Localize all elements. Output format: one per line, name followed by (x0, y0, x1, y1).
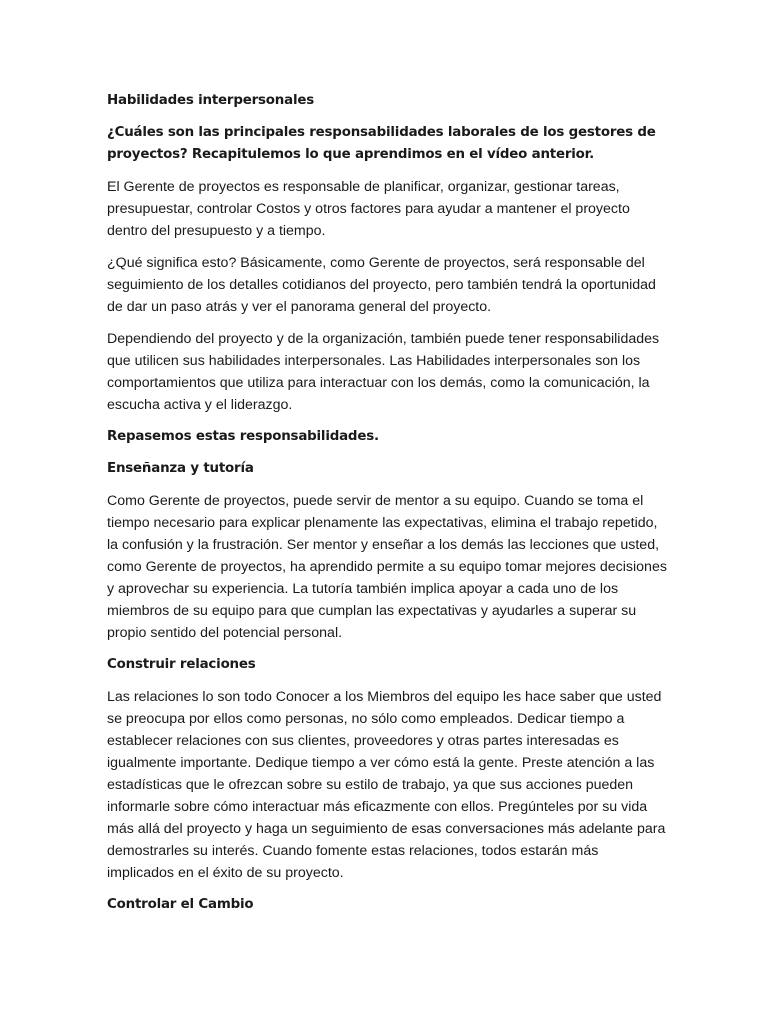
paragraph-1: El Gerente de proyectos es responsable de planificar, organizar, gestionar tareas, presupuestar, controlar Costos y otros factores para ayudar a mantener el proyecto dentro del presupuesto y a tiempo. (107, 179, 630, 239)
section-heading-ensenanza: Enseñanza y tutoría (107, 461, 254, 476)
section-heading-cambio: Controlar el Cambio (107, 897, 254, 912)
paragraph-2: ¿Qué significa esto? Básicamente, como Gerente de proyectos, será responsable del seguimiento de los detalles cotidianos del proyecto, pero también tendrá la oportunidad de dar un paso atrás y ver el panorama general del proyecto. (107, 255, 656, 315)
paragraph-3: Dependiendo del proyecto y de la organización, también puede tener responsabilidades que utilicen sus habilidades interpersonales. Las Habilidades interpersonales son los comportamientos que utiliza para interactuar con los demás, como la comunicación, la escucha activa y el liderazgo. (107, 331, 660, 413)
review-heading: Repasemos estas responsabilidades. (107, 429, 379, 444)
document-title: Habilidades interpersonales (107, 93, 314, 108)
section-heading-relaciones: Construir relaciones (107, 657, 256, 672)
section-text-ensenanza: Como Gerente de proyectos, puede servir de mentor a su equipo. Cuando se toma el tiempo necesario para explicar plenamente las expectativas, elimina el trabajo repetido, la confusión y la frustración. Ser mentor y enseñar a los demás las lecciones que usted, como Gerente de proyectos, ha aprendido permite a su equipo tomar mejores decisiones y aprovechar su experiencia. La tutoría también implica apoyar a cada uno de los miembros de su equipo para que cumplan las expectativas y ayudarles a superar su propio sentido del potencial personal. (107, 493, 667, 641)
section-text-relaciones: Las relaciones lo son todo Conocer a los Miembros del equipo les hace saber que usted se preocupa por ellos como personas, no sólo como empleados. Dedicar tiempo a establecer relaciones con sus clientes, proveedores y otras partes interesadas es igualmente importante. Dedique tiempo a ver cómo está la gente. Preste atención a las estadísticas que le ofrezcan sobre su estilo de trabajo, ya que sus acciones pueden informarle sobre cómo interactuar más eficazmente con ellos. Pregúnteles por su vida más allá del proyecto y haga un seguimiento de esas conversaciones más adelante para demostrarles su interés. Cuando fomente estas relaciones, todos estarán más implicados en el éxito de su proyecto. (107, 689, 666, 881)
document-page (107, 90, 667, 916)
intro-question: ¿Cuáles son las principales responsabilidades laborales de los gestores de proyectos? Recapitulemos lo que aprendimos en el vídeo anterior. (107, 125, 656, 162)
